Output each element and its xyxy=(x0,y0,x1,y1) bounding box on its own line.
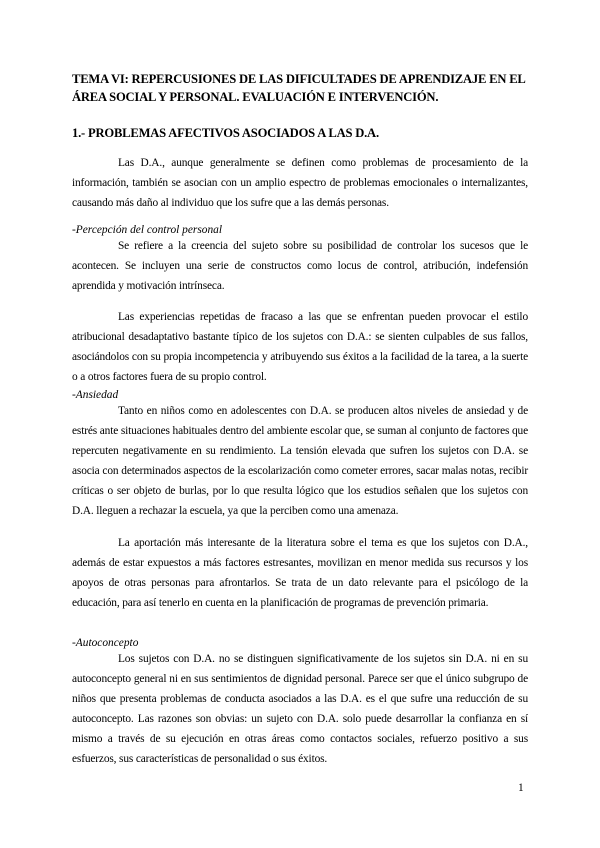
intro-paragraph: Las D.A., aunque generalmente se definen como problemas de procesamiento de la información, también se asocian con un amplio espectro de problemas emocionales o internalizantes, causando más daño al individuo que los sufre que a las demás personas. xyxy=(72,157,528,209)
subsection-heading-ansiedad: -Ansiedad xyxy=(72,389,119,401)
paragraph-ansiedad-2: La aportación más interesante de la literatura sobre el tema es que los sujetos con D.A., además de estar expuestos a más factores estresantes, movilizan en menor medida sus recursos y los apoyos de otras personas para afrontarlos. Se trata de un dato relevante para el psicólogo de la educación, para así tenerlo en cuenta en la planificación de programas de prevención primaria. xyxy=(72,537,528,609)
section-heading: 1.- PROBLEMAS AFECTIVOS ASOCIADOS A LAS D.A. xyxy=(72,126,379,140)
document-title: TEMA VI: REPERCUSIONES DE LAS DIFICULTADES DE APRENDIZAJE EN EL ÁREA SOCIAL Y PERSONAL. EVALUACIÓN E INTERVENCIÓN. xyxy=(72,72,525,104)
page-number: 1 xyxy=(518,782,524,794)
subsection-heading-autoconcepto: -Autoconcepto xyxy=(72,637,139,649)
paragraph-autoconcepto-1: Los sujetos con D.A. no se distinguen significativamente de los sujetos sin D.A. ni en su autoconcepto general ni en sus sentimientos de dignidad personal. Parece ser que el único subgrupo de niños que presenta problemas de conducta asociados a las D.A. es el que sufre una reducción de su autoconcepto. Las razones son obvias: un sujeto con D.A. solo puede desarrollar la confianza en sí mismo a través de su ejecución en otras áreas como contactos sociales, refuerzo positivo a sus esfuerzos, sus características de personalidad o sus éxitos. xyxy=(72,653,528,765)
paragraph-control-personal-2: Las experiencias repetidas de fracaso a las que se enfrentan pueden provocar el estilo atribucional desadaptativo bastante típico de los sujetos con D.A.: se sienten culpables de sus fallos, asociándolos con su propia incompetencia y atribuyendo sus éxitos a la facilidad de la tarea, a la suerte o a otros factores fuera de su propio control. xyxy=(72,311,528,383)
paragraph-control-personal-1: Se refiere a la creencia del sujeto sobre su posibilidad de controlar los sucesos que le acontecen. Se incluyen una serie de constructos como locus de control, atribución, indefensión aprendida y motivación intrínseca. xyxy=(72,240,528,292)
paragraph-ansiedad-1: Tanto en niños como en adolescentes con D.A. se producen altos niveles de ansiedad y de estrés ante situaciones habituales dentro del ambiente escolar que, se suman al conjunto de factores que repercuten negativamente en su rendimiento. La tensión elevada que sufren los sujetos con D.A. se asocia con determinados aspectos de la escolarización como cometer errores, sacar malas notas, recibir críticas o ser objeto de burlas, por lo que resulta lógico que los estudios señalen que los sujetos con D.A. lleguen a rechazar la escuela, ya que la perciben como una amenaza. xyxy=(72,405,528,517)
subsection-heading-control-personal: -Percepción del control personal xyxy=(72,224,223,236)
